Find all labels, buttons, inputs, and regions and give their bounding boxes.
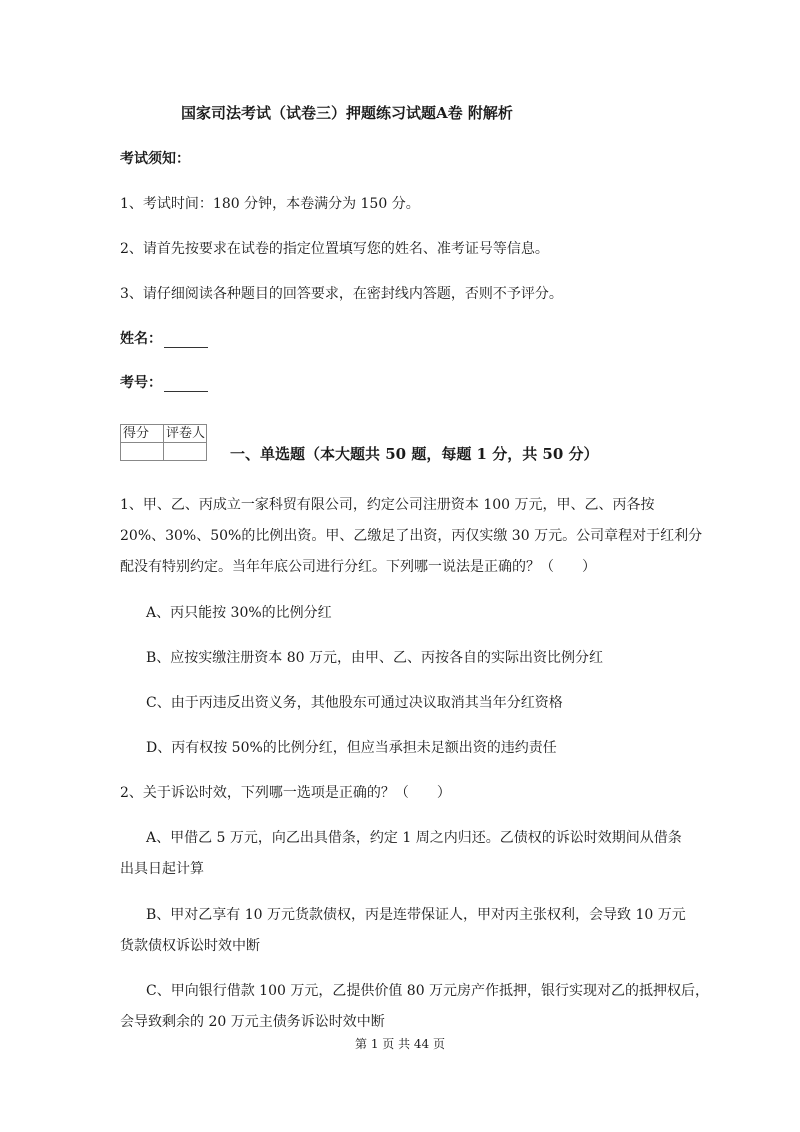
question-stem-line: 配没有特别约定。当年年底公司进行分红。下列哪一说法是正确的？（ ）	[120, 559, 596, 575]
name-label: 姓名：	[120, 331, 162, 347]
option-d[interactable]: D、丙有权按 50%的比例分红，但应当承担未足额出资的违约责任	[146, 740, 557, 756]
option-c[interactable]: C、由于丙违反出资义务，其他股东可通过决议取消其当年分红资格	[146, 695, 563, 711]
option-c[interactable]: C、甲向银行借款 100 万元，乙提供价值 80 万元房产作抵押，银行实现对乙的抵押权后，	[146, 983, 710, 999]
section-heading: 一、单选题（本大题共 50 题，每题 1 分，共 50 分）	[230, 445, 599, 463]
exam-no-field	[120, 374, 208, 392]
option-a[interactable]: A、甲借乙 5 万元，向乙出具借条，约定 1 周之内归还。乙债权的诉讼时效期间从借条	[146, 830, 682, 846]
notice-item: 3、请仔细阅读各种题目的回答要求，在密封线内答题，否则不予评分。	[120, 286, 563, 302]
grader-cell[interactable]	[164, 443, 207, 461]
option-c-continued[interactable]: 会导致剩余的 20 万元主债务诉讼时效中断	[120, 1014, 385, 1030]
option-a[interactable]: A、丙只能按 30%的比例分红	[146, 605, 332, 621]
option-b-continued[interactable]: 货款债权诉讼时效中断	[120, 938, 260, 954]
question-stem-line: 20%、30%、50%的比例出资。甲、乙缴足了出资，丙仅实缴 30 万元。公司章程对于红利分	[120, 528, 703, 544]
score-cell[interactable]	[121, 443, 164, 461]
score-header: 得分	[121, 425, 164, 443]
option-b[interactable]: B、甲对乙享有 10 万元货款债权，丙是连带保证人，甲对丙主张权利，会导致 10 万元	[146, 907, 686, 923]
notice-item: 1、考试时间：180 分钟，本卷满分为 150 分。	[120, 196, 420, 212]
option-a-continued[interactable]: 出具日起计算	[120, 861, 204, 877]
option-b[interactable]: B、应按实缴注册资本 80 万元，由甲、乙、丙按各自的实际出资比例分红	[146, 650, 604, 666]
page-title: 国家司法考试（试卷三）押题练习试题A卷 附解析	[181, 104, 513, 122]
question-stem-line: 2、关于诉讼时效，下列哪一选项是正确的？（ ）	[120, 785, 451, 801]
question-stem-line: 1、甲、乙、丙成立一家科贸有限公司，约定公司注册资本 100 万元，甲、乙、丙各按	[120, 497, 655, 513]
exam-no-blank[interactable]	[164, 377, 208, 392]
exam-no-label: 考号：	[120, 375, 162, 391]
notice-item: 2、请首先按要求在试卷的指定位置填写您的姓名、准考证号等信息。	[120, 241, 549, 257]
name-field	[120, 330, 208, 348]
score-table	[120, 424, 207, 461]
grader-header: 评卷人	[164, 425, 207, 443]
name-blank[interactable]	[164, 333, 208, 348]
notice-heading: 考试须知：	[120, 151, 190, 167]
page-footer: 第 1 页 共 44 页	[355, 1037, 445, 1051]
